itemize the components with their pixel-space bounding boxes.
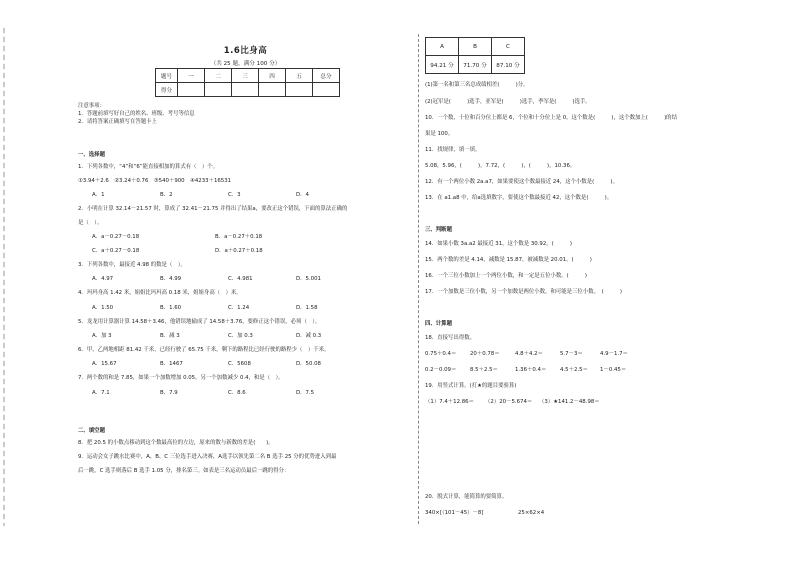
option[interactable]: A．7.1 [92,390,110,396]
question-3: 3．下列各数中，最接近 4.98 的数是（ ）。 [78,262,186,268]
question-20: 20．脱式计算，能简算的要简算。 [425,494,508,500]
question-10-cont: 果是 100。 [425,131,454,137]
option[interactable]: B．7.9 [160,390,178,396]
stepwise-calc-item: 25×62×4 [518,510,545,516]
question-12: 12．有一个两位小数 2a.a7，如果要使这个数最接近 24，这个小数是( )。 [425,179,618,185]
option[interactable]: A．1 [92,192,105,198]
option[interactable]: C．5608 [228,361,251,367]
mental-math-item: 20＋0.78＝ [470,351,500,357]
score-cell[interactable] [286,83,313,97]
question-6-options [92,361,364,368]
question-18-row2 [425,367,626,374]
option[interactable]: C．8.6 [228,390,246,396]
table-header-cell: C [492,38,525,56]
option[interactable]: D．减 0.3 [296,333,322,339]
question-13: 13．在 a1.a8 中，给a选填数字，要使这个数最接近 42，这个数是( )。 [425,195,613,201]
score-table [155,68,340,97]
question-4: 4．玛玛身高 1.42 米，姐姐比玛玛高 0.18 米，姐姐身高（ ）米。 [78,290,242,296]
question-7-options [92,390,364,397]
score-cell[interactable] [205,83,232,97]
option[interactable]: B．4.99 [160,276,182,282]
column-divider [418,34,419,524]
score-header-cell: 总分 [313,69,340,83]
question-14: 14．如果小数 3a.a2 最接近 31，这个数是 30.92。( ) [425,241,573,247]
score-cell[interactable] [178,83,205,97]
binding-margin-dots [3,26,5,526]
question-16: 16．一个三位小数加上一个两位小数，和一定是五位小数。( ) [425,273,588,279]
option[interactable]: C．1.24 [228,305,250,311]
option[interactable]: C．a＋0.27－0.18 [92,248,140,254]
question-8: 8．把 20.5 的小数点移动到这个数最高位的左边，原来的数与新数的差是( )。 [78,440,274,446]
left-column [78,0,413,562]
question-17: 17．一个加数是三位小数，另一个加数是两位小数，和可能是三位小数。 ( ) [425,289,623,295]
table-header-cell: B [459,38,492,56]
score-cell[interactable] [313,83,340,97]
question-9-part-1: (1)第一名和第三名总成绩相差( )分。 [425,82,529,88]
question-11-sequence: 5.08，5.96，( )，7.72，( )，( )，10.36。 [425,163,576,169]
option[interactable]: A．a－0.27－0.18 [92,234,140,240]
mental-math-item: 1.36＋0.4＝ [515,367,547,373]
question-9-part-2: (2)冠军是( )选手，亚军是( )选手，季军是( )选手。 [425,99,591,105]
question-7: 7．两个数的和是 7.85，如果一个加数增加 0.05，另一个加数减少 0.4，和是（ ）。 [78,375,284,381]
option[interactable]: D．5.001 [296,276,321,282]
section-heading-judge: 三、判断题 [425,227,452,233]
score-row-label: 得分 [156,83,178,97]
right-column [425,0,745,562]
table-cell: 94.21 分 [426,56,459,74]
question-2-cont: 是（ ）。 [78,220,103,226]
mental-math-item: 4.5＋2.5＝ [560,367,588,373]
question-15: 15．两个数的差是 4.14，减数是 15.87，被减数是 20.01。( ) [425,257,592,263]
score-cell[interactable] [259,83,286,97]
option[interactable]: B．1.60 [160,305,182,311]
option[interactable]: D．a＋0.27＋0.18 [215,248,263,254]
option[interactable]: C．加 0.3 [228,333,253,339]
score-header-cell: 一 [178,69,205,83]
notes-heading: 注意事项： [78,103,105,109]
question-19-items [425,399,600,406]
question-2-options-row1 [92,234,338,241]
question-1: 1．下列各数中，“4”和“6”能直接相加的算式有（ ）个。 [78,164,219,170]
mental-math-item: 4.8＋4.2＝ [515,351,543,357]
question-4-options [92,305,364,312]
score-header-cell: 四 [259,69,286,83]
question-10: 10．一个数，十位和百分位上都是 6，个位和十分位上是 0，这个数是( )，这个数加上( )的结 [425,115,677,121]
section-heading-calc: 四、计算题 [425,321,452,327]
mental-math-item: 5.7－3＝ [560,351,583,357]
option[interactable]: B．减 3 [160,333,180,339]
section-heading-choice: 一、选择题 [78,152,105,158]
score-header-cell: 五 [286,69,313,83]
option[interactable]: A．加 3 [92,333,112,339]
vertical-calc-item: （2）20－5.674＝ [485,399,533,405]
question-5: 5．龙龙用计算器计算 14.58＋3.46，他错误地输成了 14.58＋3.76，要修正这个错误，必须（ ）。 [78,319,321,325]
mental-math-item: 0.75＋0.4＝ [425,351,457,357]
score-cell[interactable] [232,83,259,97]
question-5-options [92,333,364,340]
question-20-items [425,510,544,517]
score-header-cell: 三 [232,69,259,83]
question-18-row1 [425,351,628,358]
question-1-options [92,192,364,199]
section-heading-fill: 二、填空题 [78,428,105,434]
mental-math-item: 1－0.45＝ [600,367,627,373]
question-9-cont: 后一跳，C 选手则落后 B 选手 1.05 分，排名第三。如表是三名运动员最后一跳的得分： [78,468,290,474]
final-jump-table [425,37,525,74]
mental-math-item: 0.2－0.09＝ [425,367,457,373]
table-header-cell: A [426,38,459,56]
score-header-cell: 二 [205,69,232,83]
question-11: 11．找规律，填一填。 [425,147,481,153]
option[interactable]: A．4.97 [92,276,114,282]
option[interactable]: D．4 [296,192,309,198]
question-2-options-row2 [92,248,338,255]
question-3-options [92,276,364,283]
question-19: 19．用竖式计算。(打★的题目要验算) [425,383,517,389]
option[interactable]: C．3 [228,192,241,198]
mental-math-item: 8.5＋2.5＝ [470,367,498,373]
option[interactable]: B．a－0.27＋0.18 [215,234,263,240]
question-6: 6．甲、乙两地相距 81.42 千米，已经行驶了 65.75 千米，剩下的路程比已经行驶的路程少（ ）千米。 [78,347,330,353]
question-9: 9．运动会女子跳水比赛中，A、B、C 三位选手进入决赛，A选手以领先第二名 B 选手 25 分的优势进入到最 [78,454,337,460]
note-item: 2．请将答案正确填写在答题卡上 [78,119,157,125]
option[interactable]: D．50.08 [296,361,321,367]
option[interactable]: B．2 [160,192,173,198]
page-title: 1.6比身高 [223,46,268,56]
score-header-cell: 题号 [156,69,178,83]
option[interactable]: B．1467 [160,361,183,367]
vertical-calc-item: （3）★141.2－48.98＝ [539,399,600,405]
question-2: 2．小明在计算 32.14－21.57 时，算成了 32.41－21.75 并得出了结果a，要改正这个错误，下面的算法正确的 [78,206,348,212]
question-18: 18．直接写出得数。 [425,335,475,341]
page-subtitle: （共 25 题，满分 100 分） [210,61,281,67]
mental-math-item: 4.9－1.7＝ [600,351,628,357]
option[interactable]: D．7.5 [296,390,315,396]
option[interactable]: D．1.58 [296,305,318,311]
option[interactable]: A．1.50 [92,305,114,311]
table-cell: 71.70 分 [459,56,492,74]
option[interactable]: A．15.67 [92,361,117,367]
vertical-calc-item: （1）7.4＋12.86＝ [425,399,474,405]
stepwise-calc-item: 340×[（101－45）－8] [425,510,484,516]
question-1-sub: ①3.94＋2.6 ②3.24＋0.76 ③540＋900 ④4233＋16531 [78,178,232,184]
table-cell: 87.10 分 [492,56,525,74]
option[interactable]: C．4.981 [228,276,253,282]
note-item: 1．答题前填写好自己的姓名、班级、考号等信息 [78,111,195,117]
